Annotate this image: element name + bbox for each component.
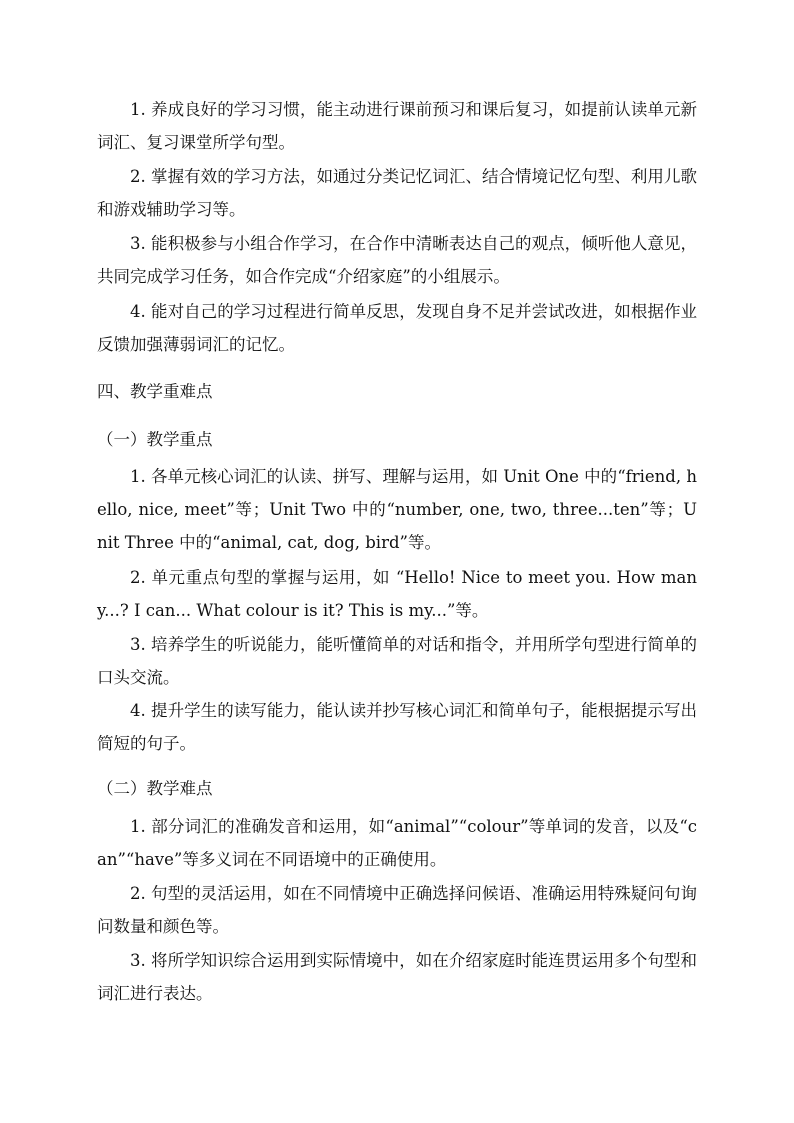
learning-strategy-4: 4. 能对自己的学习过程进行简单反思，发现自身不足并尝试改进，如根据作业反馈加强薄弱词汇的记忆。 [97,302,697,354]
key-point-2: 2. 单元重点句型的掌握与运用，如 “Hello! Nice to meet you. How many...? I can... What colour is it? This is my...”等。 [97,568,697,620]
learning-strategy-2: 2. 掌握有效的学习方法，如通过分类记忆词汇、结合情境记忆句型、利用儿歌和游戏辅助学习等。 [97,167,697,219]
key-point-3: 3. 培养学生的听说能力，能听懂简单的对话和指令，并用所学句型进行简单的口头交流。 [97,635,697,687]
learning-strategy-3: 3. 能积极参与小组合作学习，在合作中清晰表达自己的观点，倾听他人意见，共同完成学习任务，如合作完成“介绍家庭”的小组展示。 [97,234,697,286]
key-point-1: 1. 各单元核心词汇的认读、拼写、理解与运用，如 Unit One 中的“friend, hello, nice, meet”等；Unit Two 中的“number, one, two, three...ten”等；Unit Three 中的“animal, cat, dog, bird”等。 [97,467,697,552]
learning-strategy-1: 1. 养成良好的学习习惯，能主动进行课前预习和课后复习，如提前认读单元新词汇、复习课堂所学句型。 [97,100,697,152]
difficult-point-2: 2. 句型的灵活运用，如在不同情境中正确选择问候语、准确运用特殊疑问句询问数量和颜色等。 [97,884,697,936]
section-heading-teaching-focus: 四、教学重难点 [97,382,213,401]
subheading-difficult-points: （二）教学难点 [97,779,213,798]
difficult-point-3: 3. 将所学知识综合运用到实际情境中，如在介绍家庭时能连贯运用多个句型和词汇进行表达。 [97,951,697,1003]
key-point-4: 4. 提升学生的读写能力，能认读并抄写核心词汇和简单句子，能根据提示写出简短的句子。 [97,701,697,753]
subheading-key-points: （一）教学重点 [97,430,213,449]
difficult-point-1: 1. 部分词汇的准确发音和运用，如“animal”“colour”等单词的发音，以及“can”“have”等多义词在不同语境中的正确使用。 [97,817,697,869]
